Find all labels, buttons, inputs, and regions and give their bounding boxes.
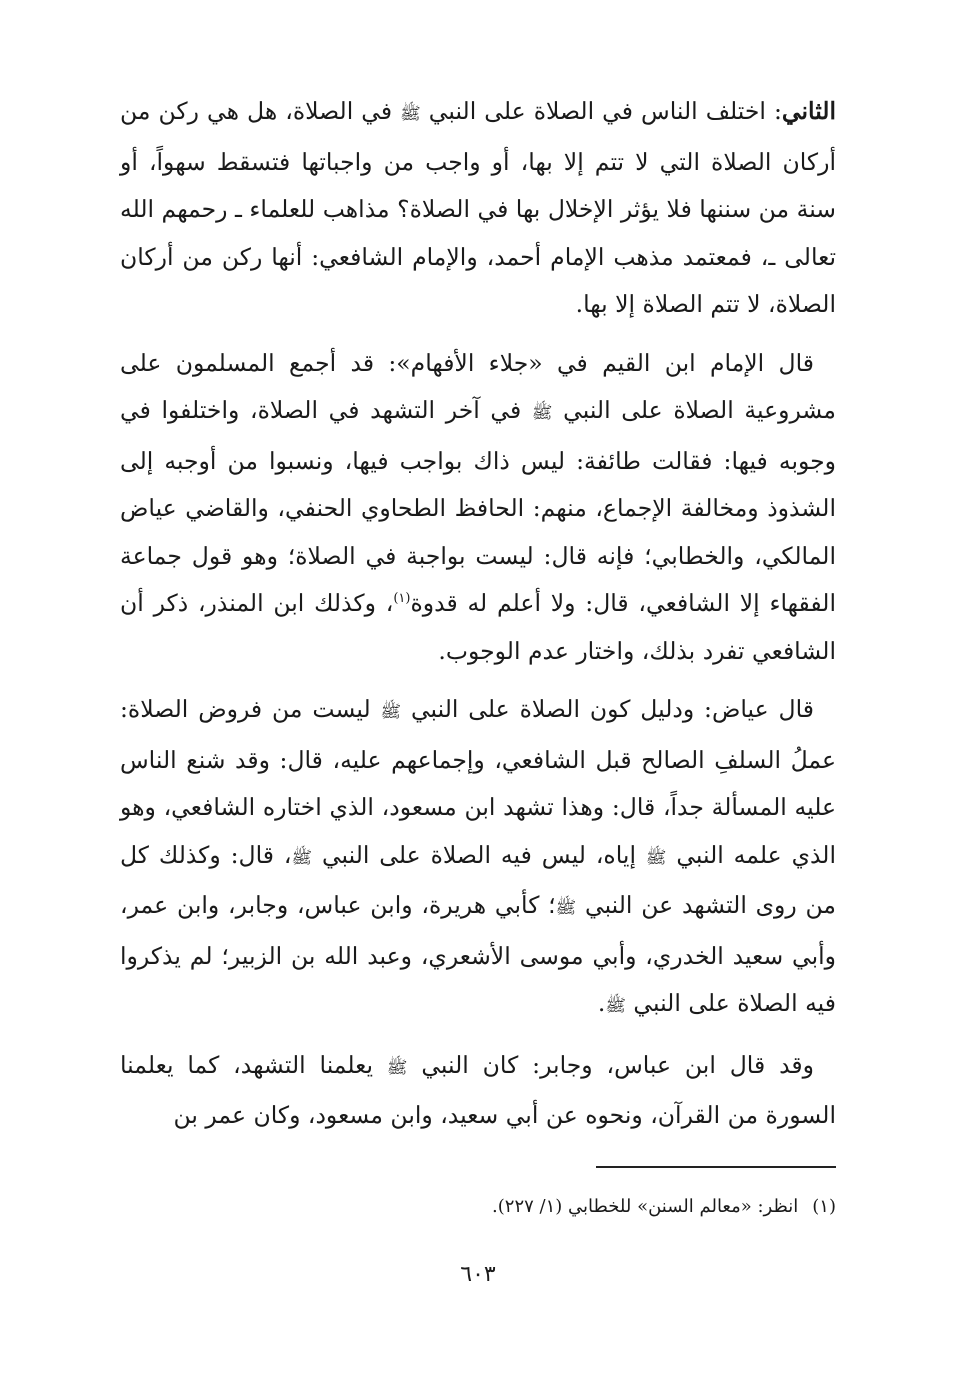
footnote-number: (١) [812,1196,836,1217]
paragraph-3-text-a: قال عياض: ودليل كون الصلاة على النبي [401,695,814,723]
paragraph-4 [120,1042,836,1140]
footnote-text: انظر: «معالم السنن» للخطابي (١/ ٢٢٧). [492,1196,799,1217]
page-number: ٦٠٣ [460,1262,496,1287]
paragraph-3-text-f: . [597,989,606,1017]
paragraph-lead-word: الثاني [781,97,836,125]
honorific-glyph: ﷺ [380,702,402,722]
footnote [120,1192,836,1222]
paragraph-2 [120,340,836,676]
footnote-reference[interactable]: (١) [393,591,411,607]
honorific-glyph: ﷺ [386,1057,408,1078]
paragraph-4-text-b: يعلمنا التشهد، كما يعلمنا السورة من القرآن، ونحوه عن أبي سعيد، وابن مسعود، وكان عمر بن [120,1050,836,1129]
paragraph-2-text-a: قال الإمام ابن القيم في «جلاء الأفهام»: قد أجمع المسلمون على مشروعية الصلاة على النبي [120,348,836,424]
honorific-glyph: ﷺ [605,996,626,1016]
honorific-glyph: ﷺ [400,104,421,124]
paragraph-3-text-c: إياه، ليس فيه الصلاة على النبي [312,840,646,869]
paragraph-3-text-d: ، قال: وكذلك كل من روى التشهد عن النبي [120,840,836,919]
footnote-separator [596,1166,836,1168]
honorific-glyph: ﷺ [291,847,313,868]
paragraph-2-text-b: في آخر التشهد في الصلاة، واختلفوا في وجوبه فيها: فقالت طائفة: ليس ذاك بواجب فيها، ونسبوا من أوجبه إلى الشذوذ ومخالفة الإجماع، منهم: الحافظ الطحاوي الحنفي، والقاضي عياض المالكي، والخطابي؛ فإنه قال: ليست بواجبة في الصلاة؛ وهو قول جماعة الفقهاء إلا الشافعي، قال: ولا أعلم له قدوة [120,396,836,617]
paragraph-4-text-a: وقد قال ابن عباس، وجابر: كان النبي [407,1050,814,1079]
paragraph-3-text-e: ؛ كأبي هريرة، وابن عباس، وجابر، وابن عمر، وأبي سعيد الخدري، وأبي موسى الأشعري، وعبد الله بن الزبير؛ لم يذكروا فيه الصلاة على النبي [120,891,836,1017]
paragraph-1 [120,88,836,329]
main-text [120,88,836,1140]
honorific-glyph: ﷺ [531,403,553,423]
paragraph-1-text-a: : اختلف الناس في الصلاة على النبي [420,97,782,125]
honorific-glyph: ﷺ [645,847,667,868]
honorific-glyph: ﷺ [555,898,577,918]
paragraph-3-text-b: ليست من فروض الصلاة: عملُ السلفِ الصالح قبل الشافعي، وإجماعهم عليه، قال: وقد شنع الناس عليه المسألة جداً، قال: وهذا تشهد ابن مسعود، الذي اختاره الشافعي، وهو الذي علمه النبي [120,695,836,869]
paragraph-3 [120,686,836,1031]
paragraph-1-text-b: في الصلاة، هل هي ركن من أركان الصلاة التي لا تتم إلا بها، أو واجب من واجباتها فتسقط سهواً، أو سنة من سننها فلا يؤثر الإخلال بها في الصلاة؟ مذاهب للعلماء ـ رحمهم الله تعالى ـ، فمعتمد مذهب الإمام أحمد، والإمام الشافعي: أنها ركن من أركان الصلاة، لا تتم الصلاة إلا بها. [120,97,836,318]
paragraph-2-text-c: ، وكذلك ابن المنذر، ذكر أن الشافعي تفرد بذلك، واختار عدم الوجوب. [120,589,836,665]
